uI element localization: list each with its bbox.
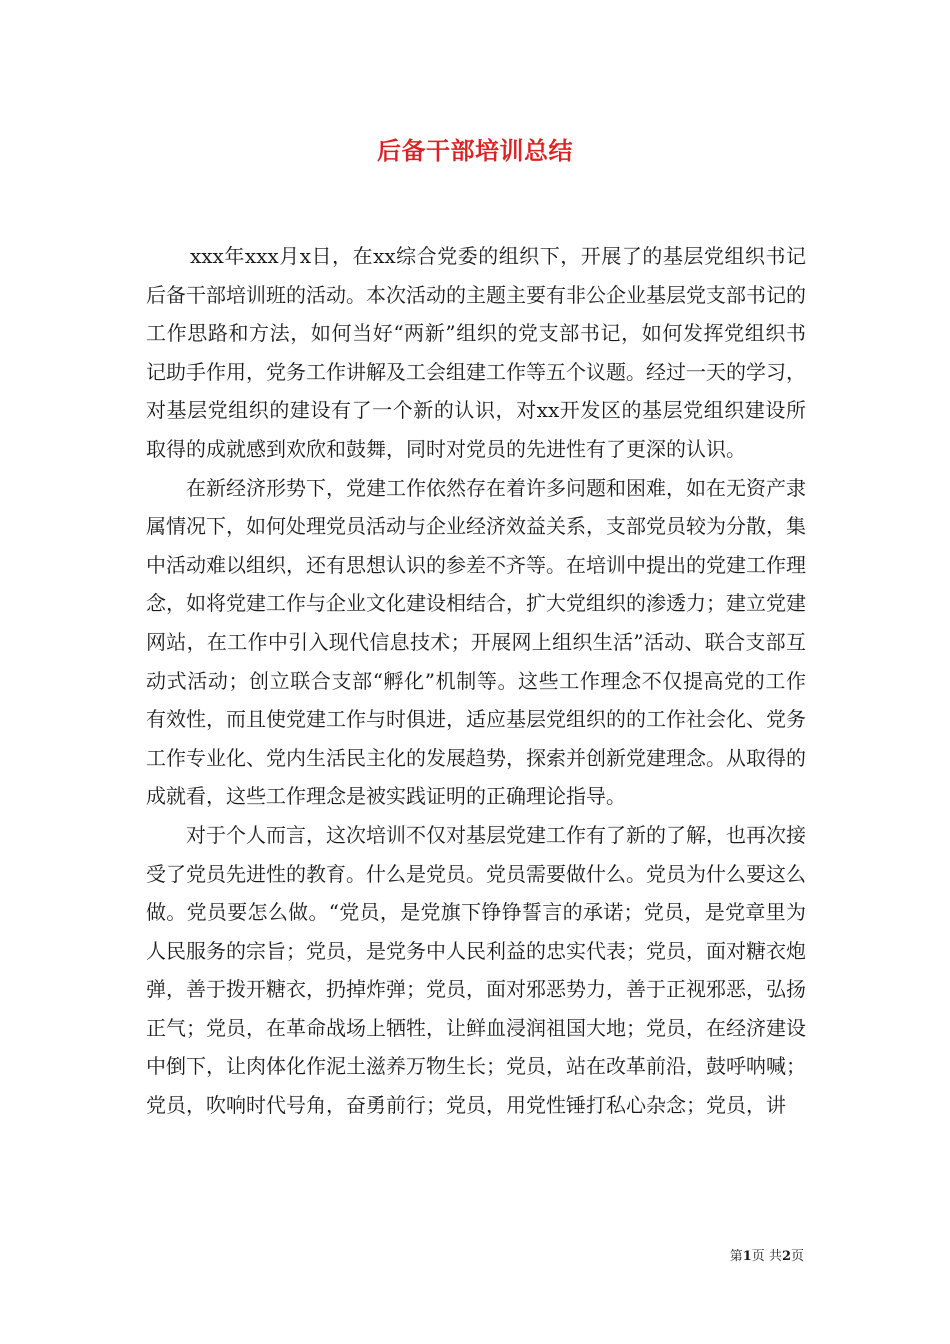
paragraph-1: xxx年xxx月x日，在xx综合党委的组织下，开展了的基层党组织书记后备干部培训班的活动。本次活动的主题主要有非公企业基层党支部书记的工作思路和方法，如何当好“两新”组织的党支部书记，如何发挥党组织书记助手作用，党务工作讲解及工会组建工作等五个议题。经过一天的学习，对基层党组织的建设有了一个新的认识，对xx开发区的基层党组织建设所取得的成就感到欢欣和鼓舞，同时对党员的先进性有了更深的认识。 bbox=[146, 244, 806, 461]
page-number-footer bbox=[730, 1248, 804, 1266]
document-body bbox=[146, 237, 806, 1125]
document-title: 后备干部培训总结 bbox=[377, 136, 573, 165]
footer-prefix: 第 bbox=[729, 1249, 743, 1264]
footer-suffix: 页 bbox=[790, 1249, 804, 1264]
footer-current-page: 1 bbox=[742, 1249, 752, 1264]
footer-total-pages: 2 bbox=[781, 1249, 791, 1264]
paragraph-3: 对于个人而言，这次培训不仅对基层党建工作有了新的了解，也再次接受了党员先进性的教育。什么是党员。党员需要做什么。党员为什么要这么做。党员要怎么做。“党员，是党旗下铮铮誓言的承诺；党员，是党章里为人民服务的宗旨；党员，是党务中人民利益的忠实代表；党员，面对糖衣炮弹，善于拨开糖衣，扔掉炸弹；党员，面对邪恶势力，善于正视邪恶，弘扬正气；党员，在革命战场上牺牲，让鲜血浸润祖国大地；党员，在经济建设中倒下，让肉体化作泥土滋养万物生长；党员，站在改革前沿，鼓呼呐喊；党员，吹响时代号角，奋勇前行；党员，用党性锤打私心杂念；党员，讲 bbox=[146, 822, 806, 1118]
paragraph-2: 在新经济形势下，党建工作依然存在着许多问题和困难，如在无资产隶属情况下，如何处理党员活动与企业经济效益关系，支部党员较为分散，集中活动难以组织，还有思想认识的参差不齐等。在培训中提出的党建工作理念，如将党建工作与企业文化建设相结合，扩大党组织的渗透力；建立党建网站，在工作中引入现代信息技术；开展网上组织生活”活动、联合支部互动式活动；创立联合支部“孵化”机制等。这些工作理念不仅提高党的工作有效性，而且使党建工作与时俱进，适应基层党组织的的工作社会化、党务工作专业化、党内生活民主化的发展趋势，探索并创新党建理念。从取得的成就看，这些工作理念是被实践证明的正确理论指导。 bbox=[146, 475, 806, 809]
footer-middle: 页 共 bbox=[751, 1249, 782, 1264]
